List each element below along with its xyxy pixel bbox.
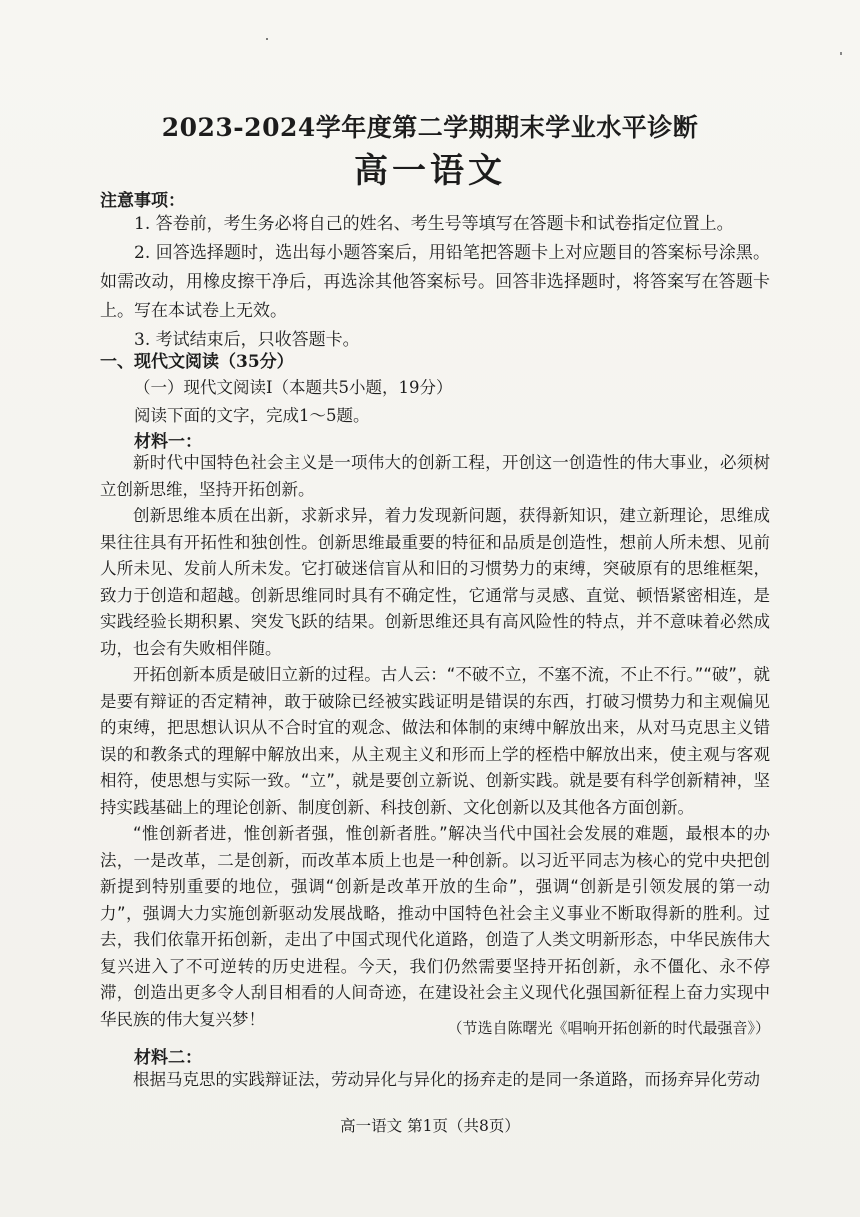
paragraph: 创新思维本质在出新，求新求异，着力发现新问题，获得新知识，建立新理论，思维成果往往具有开拓性和独创性。创新思维最重要的特征和品质是创造性，想前人所未想、见前人所未见、发前人所未发。它打破迷信盲从和旧的习惯势力的束缚，突破原有的思维框架，致力于创造和超越。创新思维同时具有不确定性，它通常与灵感、直觉、顿悟紧密相连，是实践经验长期积累、突发飞跃的结果。创新思维还具有高风险性的特点，并不意味着必然成功，也会有失败相伴随。 — [100, 506, 770, 658]
section-heading: 一、现代文阅读（35分） — [100, 352, 294, 372]
paragraph: 新时代中国特色社会主义是一项伟大的创新工程，开创这一创造性的伟大事业，必须树立创新思维，坚持开拓创新。 — [100, 453, 770, 499]
page-footer: 高一语文 第1页（共8页） — [340, 1117, 520, 1135]
paragraph: “惟创新者进，惟创新者强，惟创新者胜。”解决当代中国社会发展的难题，最根本的办法，一是改革，二是创新，而改革本质上也是一种创新。以习近平同志为核心的党中央把创新提到特别重要的地位，强调“创新是改革开放的生命”，强调“创新是引领发展的第一动力”，强调大力实施创新驱动发展战略，推动中国特色社会主义事业不断取得新的胜利。过去，我们依靠开拓创新，走出了中国式现代化道路，创造了人类文明新形态，中华民族伟大复兴进入了不可逆转的历史进程。今天，我们仍然需要坚持开拓创新，永不僵化、永不停滞，创造出更多令人刮目相看的人间奇迹，在建设社会主义现代化强国新征程上奋力实现中华民族的伟大复兴梦！ — [100, 824, 770, 1029]
exam-title: 2023-2024学年度第二学期期末学业水平诊断 — [161, 113, 699, 142]
scan-speck — [266, 38, 268, 40]
material-one-text — [100, 450, 770, 1033]
source-citation: （节选自陈曙光《唱响开拓创新的时代最强音》） — [447, 1019, 770, 1037]
paragraph: 根据马克思的实践辩证法，劳动异化与异化的扬弃走的是同一条道路，而扬弃异化劳动 — [133, 1070, 760, 1089]
reading-instruction: 阅读下面的文字，完成1～5题。 — [134, 406, 370, 425]
paragraph: 开拓创新本质是破旧立新的过程。古人云：“不破不立，不塞不流，不止不行。”“破”，就是要有辩证的否定精神，敢于破除已经被实践证明是错误的东西，打破习惯势力和主观偏见的束缚，把思想认识从不合时宜的观念、做法和体制的束缚中解放出来，从对马克思主义错误的和教条式的理解中解放出来，从主观主义和形而上学的桎梏中解放出来，使主观与客观相符，使思想与实际一致。“立”，就是要创立新说、创新实践。就是要有科学创新精神，坚持实践基础上的理论创新、制度创新、科技创新、文化创新以及其他各方面创新。 — [100, 665, 770, 817]
material-two-text — [100, 1067, 770, 1094]
material-label: 材料一： — [134, 432, 202, 452]
subsection-heading: （一）现代文阅读Ⅰ（本题共5小题，19分） — [134, 378, 453, 397]
scan-speck — [840, 52, 842, 55]
exam-subject: 高一语文 — [354, 151, 506, 191]
notice-item: 3. 考试结束后，只收答题卡。 — [134, 330, 360, 350]
notice-label: 注意事项： — [100, 191, 185, 211]
notice-item: 1. 答卷前，考生务必将自己的姓名、考生号等填写在答题卡和试卷指定位置上。 — [134, 214, 734, 234]
material-label: 材料二： — [134, 1048, 202, 1068]
notice-list — [100, 210, 770, 355]
notice-item: 2. 回答选择题时，选出每小题答案后，用铅笔把答题卡上对应题目的答案标号涂黑。如需改动，用橡皮擦干净后，再选涂其他答案标号。回答非选择题时，将答案写在答题卡上。写在本试卷上无效。 — [100, 243, 770, 321]
